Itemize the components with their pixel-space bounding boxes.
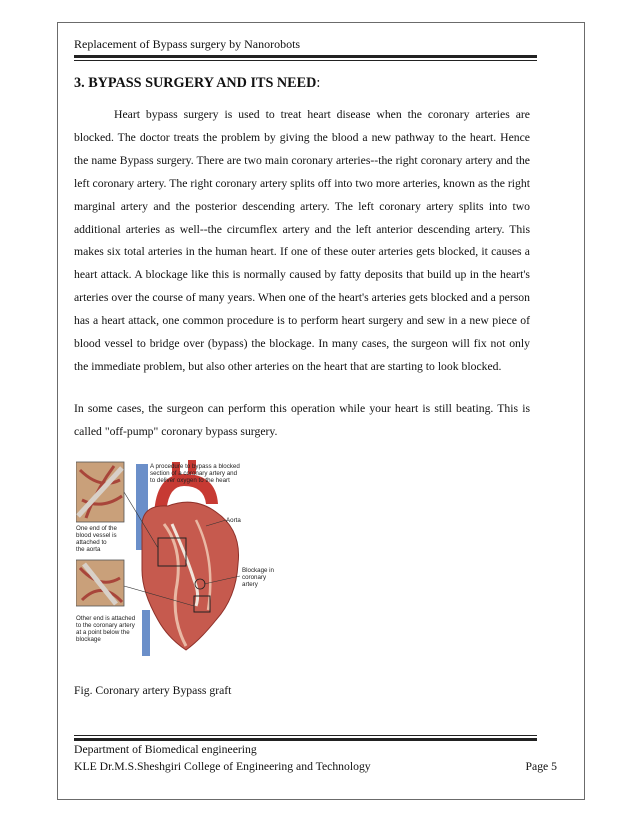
footer-college: KLE Dr.M.S.Sheshgiri College of Engineering and Technology xyxy=(74,760,371,773)
fig-label-title-3: to deliver oxygen to the heart xyxy=(150,477,230,484)
heart xyxy=(142,502,239,650)
section-heading-colon: : xyxy=(316,75,321,91)
footer-rule-thin xyxy=(74,735,537,736)
inferior-vena-cava xyxy=(142,610,150,656)
fig-label-end2-4: blockage xyxy=(76,636,101,643)
section-heading-text: 3. BYPASS SURGERY AND ITS NEED xyxy=(74,75,317,91)
fig-label-blockage-3: artery xyxy=(242,581,258,588)
fig-label-end1-3: attached to xyxy=(76,539,107,546)
fig-label-end1-1: One end of the xyxy=(76,525,117,532)
fig-label-blockage-1: Blockage in xyxy=(242,567,274,574)
running-header: Replacement of Bypass surgery by Nanorobots xyxy=(74,37,301,51)
fig-label-end2-2: to the coronary artery xyxy=(76,622,135,629)
header-rule-thick xyxy=(74,55,537,58)
footer-department: Department of Biomedical engineering xyxy=(74,743,257,756)
footer-rule-thick xyxy=(74,738,537,741)
fig-label-end2-1: Other end is attached xyxy=(76,615,136,622)
fig-label-blockage-2: coronary xyxy=(242,574,267,581)
header-rule-thin xyxy=(74,60,537,61)
section-heading xyxy=(74,75,320,92)
bypass-graft-figure xyxy=(76,460,296,660)
fig-label-aorta: Aorta xyxy=(226,517,241,524)
fig-label-title-2: section of a coronary artery and xyxy=(150,470,238,477)
paragraph-1-text: Heart bypass surgery is used to treat heart disease when the coronary arteries are blocked. The doctor treats the problem by giving the blood a new pathway to the heart. Hence the name Bypass surgery. There are two main coronary arteries--the right coronary artery and the left coronary artery. The right coronary artery splits off into two more arteries, known as the right marginal artery and the posterior descending artery. The left coronary artery splits into two additional arteries as well--the circumflex artery and the left anterior descending artery. This makes six total arteries in the human heart. If one of these outer arteries gets blocked, it causes a heart attack. A blockage like this is normally caused by fatty deposits that build up in the heart's arteries over the course of many years. When one of the heart's arteries gets blocked and a person has a heart attack, one common procedure is to perform heart surgery and sew in a new piece of blood vessel to bridge over (bypass) the blockage. In many cases, the surgeon will fix not only the immediate problem, but also other arteries on the heart that are starting to look blocked. xyxy=(74,108,530,373)
page-number: Page 5 xyxy=(525,760,557,773)
figure-caption: Fig. Coronary artery Bypass graft xyxy=(74,684,232,697)
paragraph-2-text: In some cases, the surgeon can perform this operation while your heart is still beating. This is called "off-pump" coronary bypass surgery. xyxy=(74,402,530,438)
paragraph-2 xyxy=(74,398,530,444)
fig-label-end2-3: at a point below the xyxy=(76,629,130,636)
fig-label-end1-4: the aorta xyxy=(76,546,101,553)
fig-label-title-1: A procedure to bypass a blocked xyxy=(150,463,240,470)
fig-label-end1-2: blood vessel is xyxy=(76,532,117,539)
paragraph-1 xyxy=(74,104,530,379)
